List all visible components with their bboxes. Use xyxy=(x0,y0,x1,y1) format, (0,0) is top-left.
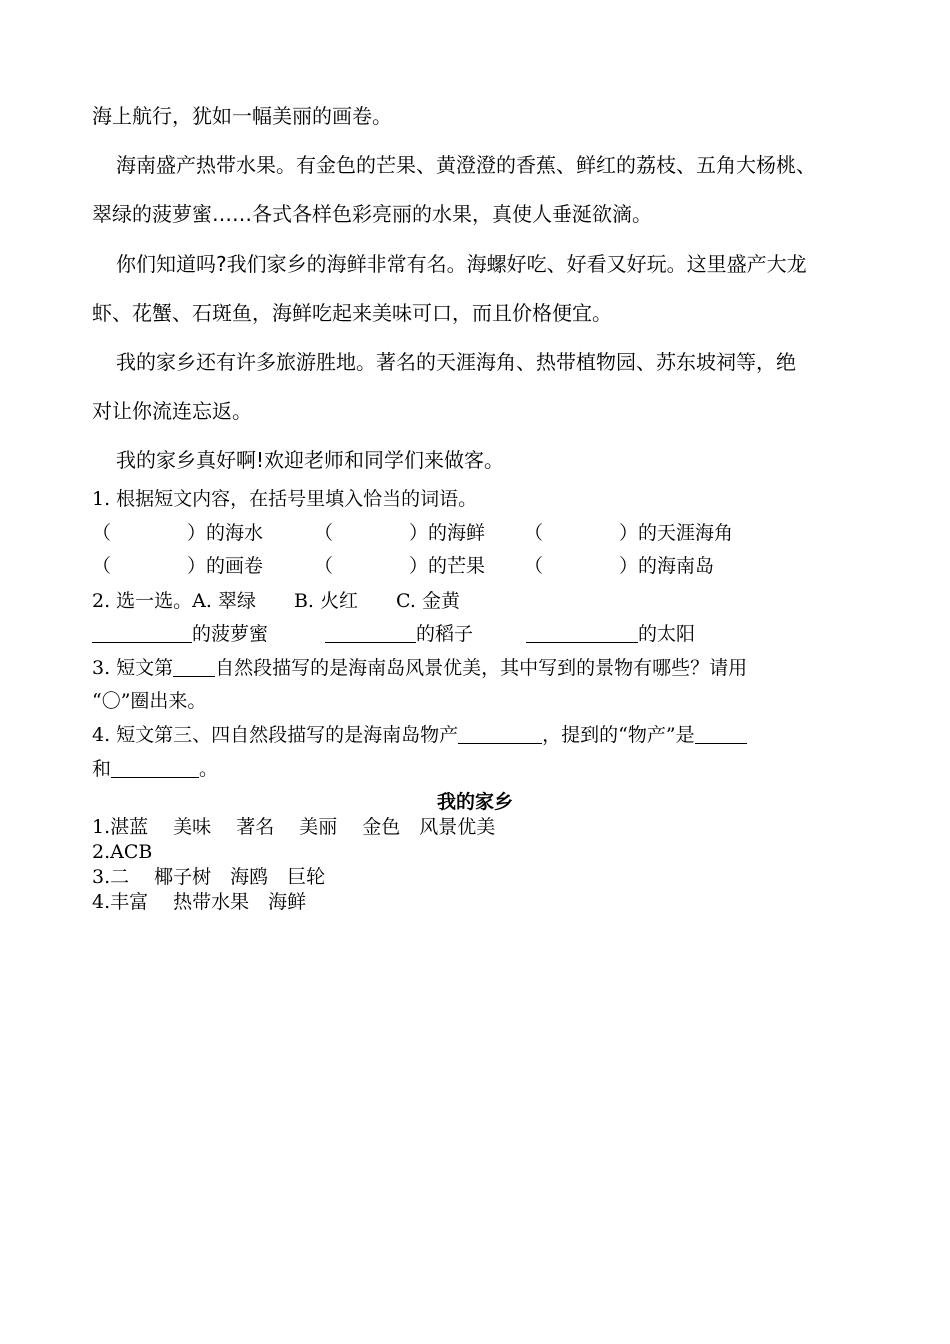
question-4-text: 4. 短文第三、四自然段描写的是海南岛物产 xyxy=(92,724,459,746)
question-3-text: 自然段描写的是海南岛风景优美，其中写到的景物有哪些？请用 xyxy=(215,657,748,679)
fill-in-item[interactable]: （ ）的海鲜 xyxy=(314,522,486,544)
question-4-line xyxy=(92,757,218,781)
choice-item-label: 的太阳 xyxy=(638,623,696,645)
answer-blank[interactable] xyxy=(111,759,199,778)
fill-in-item[interactable]: （ ）的海水 xyxy=(92,522,264,544)
choice-item-label: 的稻子 xyxy=(416,623,474,645)
passage-line: 我的家乡还有许多旅游胜地。著名的天涯海角、热带植物园、苏东坡祠等，绝 xyxy=(116,350,796,374)
question-4-line xyxy=(92,723,747,747)
question-4-text: 和 xyxy=(92,758,112,780)
choice-item xyxy=(526,622,695,646)
choice-item-label: 的菠萝蜜 xyxy=(192,623,269,645)
fill-in-item[interactable]: （ ）的海南岛 xyxy=(524,555,715,577)
choice-item xyxy=(325,622,473,646)
answer-key-title: 我的家乡 xyxy=(436,791,513,813)
answer-line: 1.湛蓝 美味 著名 美丽 金色 风景优美 xyxy=(92,816,496,838)
answer-blank[interactable] xyxy=(173,658,215,677)
answer-blank[interactable] xyxy=(695,725,747,744)
answer-line: 4.丰富 热带水果 海鲜 xyxy=(92,891,307,913)
fill-in-item[interactable]: （ ）的芒果 xyxy=(314,555,486,577)
passage-line: 翠绿的菠萝蜜……各式各样色彩亮丽的水果，真使人垂涎欲滴。 xyxy=(92,202,652,226)
question-3-text: 3. 短文第 xyxy=(92,657,174,679)
answer-blank[interactable] xyxy=(325,624,416,643)
question-3-line: “〇”圈出来。 xyxy=(92,690,207,712)
fill-in-item[interactable]: （ ）的天涯海角 xyxy=(524,522,734,544)
answer-line: 2.ACB xyxy=(92,841,153,863)
passage-line: 虾、花蟹、石斑鱼，海鲜吃起来美味可口，而且价格便宜。 xyxy=(92,301,612,325)
answer-line: 3.二 椰子树 海鸥 巨轮 xyxy=(92,866,326,888)
answer-blank[interactable] xyxy=(526,624,638,643)
passage-line: 对让你流连忘返。 xyxy=(92,399,252,423)
question-1-prompt: 1. 根据短文内容，在括号里填入恰当的词语。 xyxy=(92,488,478,510)
choice-item xyxy=(92,622,268,646)
question-4-text: ，提到的“物产”是 xyxy=(542,724,695,746)
question-4-text: 。 xyxy=(199,758,219,780)
fill-in-item[interactable]: （ ）的画卷 xyxy=(92,555,264,577)
answer-blank[interactable] xyxy=(92,624,192,643)
question-3-line xyxy=(92,656,747,680)
question-2-prompt: 2. 选一选。A. 翠绿 B. 火红 C. 金黄 xyxy=(92,590,460,612)
passage-line: 你们知道吗?我们家乡的海鲜非常有名。海螺好吃、好看又好玩。这里盛产大龙 xyxy=(116,252,807,276)
passage-line: 海上航行，犹如一幅美丽的画卷。 xyxy=(92,104,392,128)
passage-line: 我的家乡真好啊!欢迎老师和同学们来做客。 xyxy=(116,448,505,472)
passage-line: 海南盛产热带水果。有金色的芒果、黄澄澄的香蕉、鲜红的荔枝、五角大杨桃、 xyxy=(116,153,816,177)
answer-blank[interactable] xyxy=(458,725,542,744)
